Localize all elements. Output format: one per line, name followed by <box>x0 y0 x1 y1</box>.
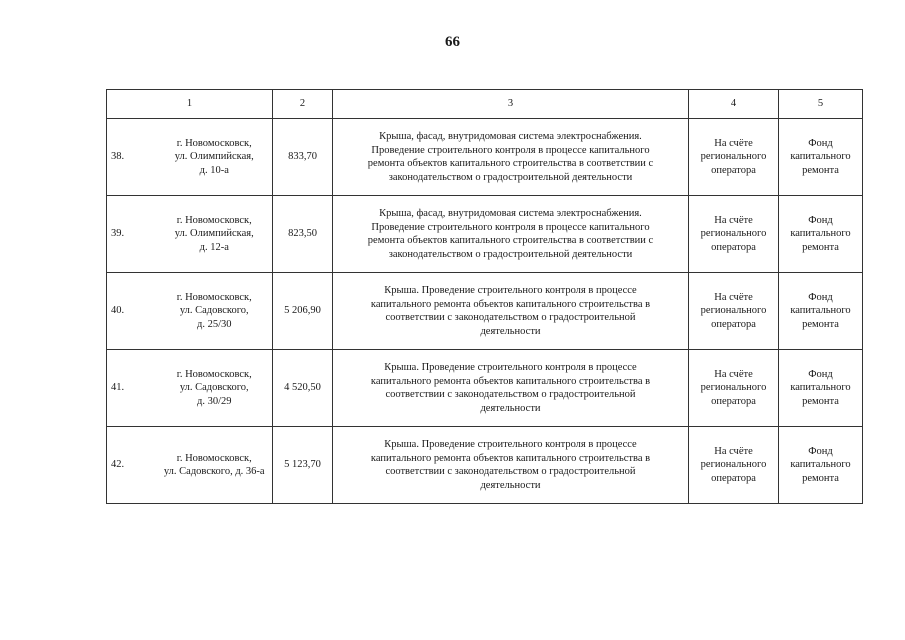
operator-cell <box>779 119 863 196</box>
operator-cell <box>779 196 863 273</box>
account-cell-line: На счёте <box>714 137 753 149</box>
operator-cell-line: ремонта <box>802 164 839 176</box>
work-description-cell-line: соответствии с законодательством о градостроительной <box>385 466 636 477</box>
address-cell <box>157 273 273 350</box>
page-number: 66 <box>445 34 460 50</box>
work-description-cell-line: капитального ремонта объектов капитального строительства в <box>370 452 651 464</box>
address-cell-line: д. 10-а <box>199 164 229 176</box>
header-cell: 3 <box>333 90 689 119</box>
operator-cell-line: ремонта <box>802 241 839 253</box>
operator-cell-line: капитального <box>790 459 851 471</box>
work-description-cell <box>333 427 689 504</box>
header-cell: 4 <box>689 90 779 119</box>
operator-cell <box>779 273 863 350</box>
work-description-cell-line: ремонта объектов капитального строительства в соответствии с <box>367 235 654 246</box>
work-description-cell-line: Крыша, фасад, внутридомовая система электроснабжения. <box>379 131 642 142</box>
area-cell: 5 206,90 <box>273 273 333 350</box>
address-cell-line: ул. Садовского, <box>179 382 249 394</box>
work-description-cell-line: деятельности <box>480 402 541 414</box>
operator-cell-line: Фонд <box>808 445 833 457</box>
operator-cell-line: ремонта <box>802 395 839 407</box>
area-cell: 5 123,70 <box>273 427 333 504</box>
operator-cell-line: ремонта <box>802 318 839 330</box>
account-cell-line: оператора <box>711 472 756 484</box>
work-description-cell-line: Крыша. Проведение строительного контроля в процессе <box>384 285 637 296</box>
address-cell-line: ул. Садовского, д. 36-а <box>163 466 265 477</box>
address-cell-line: г. Новомосковск, <box>176 214 252 226</box>
work-description-cell <box>333 273 689 350</box>
work-description-cell-line: капитального ремонта объектов капитального строительства в <box>370 298 651 310</box>
work-description-cell-line: соответствии с законодательством о градостроительной <box>385 312 636 323</box>
area-cell: 833,70 <box>273 119 333 196</box>
operator-cell-line: капитального <box>790 151 851 163</box>
row-number: 42. <box>107 427 157 504</box>
area-cell: 823,50 <box>273 196 333 273</box>
area-cell: 4 520,50 <box>273 350 333 427</box>
table-row <box>107 273 863 350</box>
work-description-cell-line: Крыша. Проведение строительного контроля в процессе <box>384 362 637 373</box>
header-cell: 1 <box>107 90 273 119</box>
account-cell <box>689 273 779 350</box>
operator-cell-line: Фонд <box>808 368 833 380</box>
address-cell-line: д. 12-а <box>199 241 229 253</box>
operator-cell <box>779 350 863 427</box>
address-cell <box>157 350 273 427</box>
account-cell <box>689 119 779 196</box>
work-description-cell <box>333 350 689 427</box>
account-cell-line: На счёте <box>714 368 753 380</box>
header-cell: 5 <box>779 90 863 119</box>
operator-cell-line: капитального <box>790 305 851 317</box>
account-cell-line: регионального <box>700 151 767 163</box>
operator-cell-line: Фонд <box>808 214 833 226</box>
work-description-cell-line: капитального ремонта объектов капитального строительства в <box>370 375 651 387</box>
table-row <box>107 427 863 504</box>
work-description-cell <box>333 196 689 273</box>
work-description-cell-line: деятельности <box>480 479 541 491</box>
account-cell-line: На счёте <box>714 214 753 226</box>
address-cell <box>157 427 273 504</box>
address-cell-line: г. Новомосковск, <box>176 368 252 380</box>
address-cell-line: г. Новомосковск, <box>176 452 252 464</box>
account-cell-line: регионального <box>700 382 767 394</box>
account-cell-line: оператора <box>711 395 756 407</box>
table-row <box>107 196 863 273</box>
work-description-cell-line: соответствии с законодательством о градостроительной <box>385 389 636 400</box>
work-description-cell-line: деятельности <box>480 325 541 337</box>
address-cell <box>157 119 273 196</box>
account-cell-line: На счёте <box>714 445 753 457</box>
address-cell-line: д. 30/29 <box>196 395 232 407</box>
account-cell-line: регионального <box>700 305 767 317</box>
row-number: 39. <box>107 196 157 273</box>
account-cell-line: оператора <box>711 164 756 176</box>
row-number: 38. <box>107 119 157 196</box>
account-cell-line: оператора <box>711 241 756 253</box>
work-description-cell-line: Проведение строительного контроля в процессе капитального <box>371 144 650 156</box>
address-cell-line: ул. Садовского, <box>179 305 249 317</box>
work-description-cell-line: законодательством о градостроительной деятельности <box>388 171 633 183</box>
operator-cell-line: капитального <box>790 228 851 240</box>
table-body <box>107 119 863 504</box>
address-cell-line: г. Новомосковск, <box>176 137 252 149</box>
header-cell: 2 <box>273 90 333 119</box>
row-number: 41. <box>107 350 157 427</box>
account-cell <box>689 196 779 273</box>
account-cell-line: оператора <box>711 318 756 330</box>
work-description-cell-line: Крыша. Проведение строительного контроля в процессе <box>384 439 637 450</box>
operator-cell-line: капитального <box>790 382 851 394</box>
account-cell <box>689 427 779 504</box>
operator-cell-line: Фонд <box>808 137 833 149</box>
table-row <box>107 119 863 196</box>
work-description-cell-line: законодательством о градостроительной деятельности <box>388 248 633 260</box>
address-cell-line: д. 25/30 <box>196 318 232 330</box>
address-cell-line: г. Новомосковск, <box>176 291 252 303</box>
work-description-cell-line: ремонта объектов капитального строительства в соответствии с <box>367 158 654 169</box>
address-cell-line: ул. Олимпийская, <box>174 228 254 240</box>
repair-table <box>106 89 863 504</box>
address-cell-line: ул. Олимпийская, <box>174 151 254 163</box>
address-cell <box>157 196 273 273</box>
row-number: 40. <box>107 273 157 350</box>
table-row <box>107 350 863 427</box>
account-cell-line: На счёте <box>714 291 753 303</box>
work-description-cell-line: Проведение строительного контроля в процессе капитального <box>371 221 650 233</box>
account-cell <box>689 350 779 427</box>
account-cell-line: регионального <box>700 228 767 240</box>
operator-cell-line: Фонд <box>808 291 833 303</box>
operator-cell <box>779 427 863 504</box>
work-description-cell <box>333 119 689 196</box>
work-description-cell-line: Крыша, фасад, внутридомовая система электроснабжения. <box>379 208 642 219</box>
account-cell-line: регионального <box>700 459 767 471</box>
operator-cell-line: ремонта <box>802 472 839 484</box>
table-header-row <box>107 90 863 119</box>
